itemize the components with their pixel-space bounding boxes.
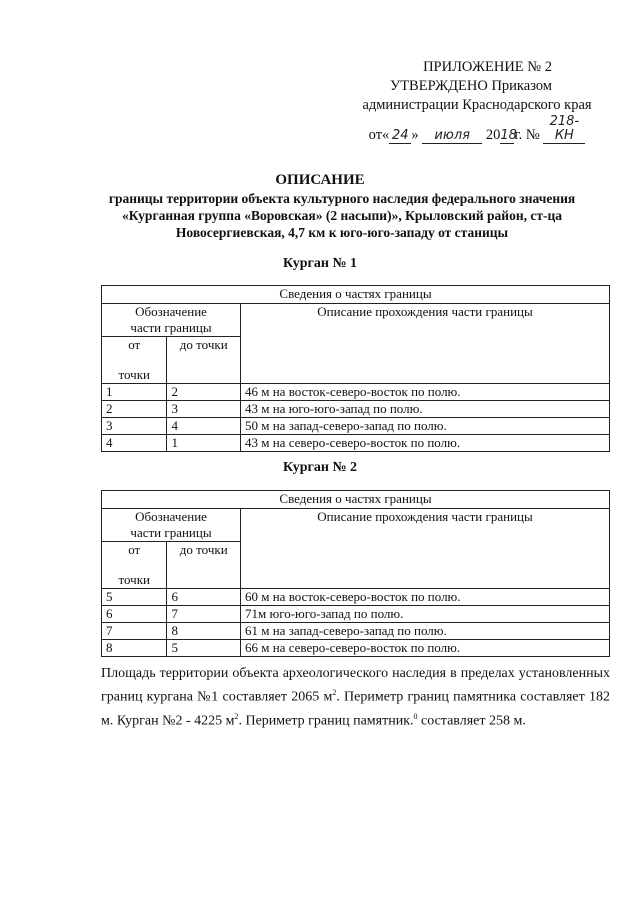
table-main-header: Сведения о частях границы xyxy=(102,491,610,509)
from-point-header-line1: от xyxy=(128,337,141,352)
number-prefix: г. № xyxy=(514,127,540,143)
boundary-description: 61 м на запад-северо-запад по полю. xyxy=(241,623,610,640)
from-point: 6 xyxy=(102,606,167,623)
table-row xyxy=(102,435,610,452)
paragraph-text-2: . Периметр границ памятника составляет 182 м. Курган №2 - 4225 м xyxy=(101,689,610,729)
to-point-header: до точки xyxy=(167,542,241,589)
superscript-1: 2 xyxy=(332,688,337,697)
table-row xyxy=(102,418,610,435)
designation-header-line1: Обозначение xyxy=(135,509,207,524)
to-point: 2 xyxy=(167,384,241,401)
table-row xyxy=(102,623,610,640)
to-point: 6 xyxy=(167,589,241,606)
handwritten-number: 218-КН xyxy=(543,115,585,144)
boundary-description: 66 м на северо-северо-восток по полю. xyxy=(241,640,610,657)
table-row xyxy=(102,640,610,657)
designation-header-line2: части границы xyxy=(130,320,212,335)
approval-header xyxy=(342,58,612,145)
to-point: 1 xyxy=(167,435,241,452)
boundary-description: 43 м на северо-северо-восток по полю. xyxy=(241,435,610,452)
from-point-header xyxy=(102,337,167,384)
document-title: ОПИСАНИЕ xyxy=(275,172,365,188)
area-perimeter-paragraph xyxy=(101,664,610,730)
paragraph-text-1: Площадь территории объекта археологического наследия в пределах установленных границ кургана №1 составляет 2065 м xyxy=(101,666,610,705)
from-point-header-line2: точки xyxy=(118,572,150,587)
to-point: 3 xyxy=(167,401,241,418)
handwritten-day: 24 xyxy=(389,129,411,144)
table-row xyxy=(102,589,610,606)
table-main-header: Сведения о частях границы xyxy=(102,286,610,304)
from-point: 8 xyxy=(102,640,167,657)
handwritten-month: июля xyxy=(422,129,482,144)
date-prefix: от« xyxy=(368,127,390,143)
administration-label: администрации Краснодарского края xyxy=(362,97,592,113)
table-row xyxy=(102,384,610,401)
from-point: 4 xyxy=(102,435,167,452)
from-point: 3 xyxy=(102,418,167,435)
paragraph-text-4: составляет 258 м. xyxy=(417,713,526,729)
kurgan-1-title: Курган № 1 xyxy=(282,256,358,271)
designation-header-line2: части границы xyxy=(130,525,212,540)
superscript-2: 2 xyxy=(234,711,239,721)
to-point: 5 xyxy=(167,640,241,657)
handwritten-year: 18 xyxy=(500,128,517,143)
kurgan-2-title: Курган № 2 xyxy=(282,460,358,475)
from-point: 7 xyxy=(102,623,167,640)
boundary-description: 71м юго-юго-запад по полю. xyxy=(241,606,610,623)
designation-header-line1: Обозначение xyxy=(135,304,207,319)
to-point: 4 xyxy=(167,418,241,435)
to-point: 7 xyxy=(167,606,241,623)
boundary-description: 50 м на запад-северо-запад по полю. xyxy=(241,418,610,435)
designation-header xyxy=(102,509,241,542)
from-point: 2 xyxy=(102,401,167,418)
year-prefix: 20 xyxy=(485,127,501,143)
boundary-description: 46 м на восток-северо-восток по полю. xyxy=(241,384,610,401)
boundary-description: 60 м на восток-северо-восток по полю. xyxy=(241,589,610,606)
superscript-3: 0 xyxy=(413,711,418,721)
appendix-label: ПРИЛОЖЕНИЕ № 2 xyxy=(423,59,552,75)
table-row xyxy=(102,401,610,418)
description-header: Описание прохождения части границы xyxy=(241,509,610,589)
date-mid: » xyxy=(411,127,419,143)
kurgan-2-table xyxy=(101,490,610,657)
designation-header xyxy=(102,304,241,337)
paragraph-text-3: . Периметр границ памятник. xyxy=(238,713,414,729)
approved-label: УТВЕРЖДЕНО Приказом xyxy=(389,78,552,94)
description-header: Описание прохождения части границы xyxy=(241,304,610,384)
kurgan-1-table xyxy=(101,285,610,452)
to-point: 8 xyxy=(167,623,241,640)
from-point: 1 xyxy=(102,384,167,401)
to-point-header: до точки xyxy=(167,337,241,384)
boundary-description: 43 м на юго-юго-запад по полю. xyxy=(241,401,610,418)
document-subtitle: границы территории объекта культурного наследия федерального значения «Курганная группа «Воровская» (2 насыпи)», Крыловский район, ст-ца Новосергиевская, 4,7 км к юго-юго-западу от станицы xyxy=(108,191,576,240)
from-point-header xyxy=(102,542,167,589)
order-date-line xyxy=(342,115,612,145)
from-point-header-line1: от xyxy=(128,542,141,557)
table-row xyxy=(102,606,610,623)
from-point-header-line2: точки xyxy=(118,367,150,382)
from-point: 5 xyxy=(102,589,167,606)
